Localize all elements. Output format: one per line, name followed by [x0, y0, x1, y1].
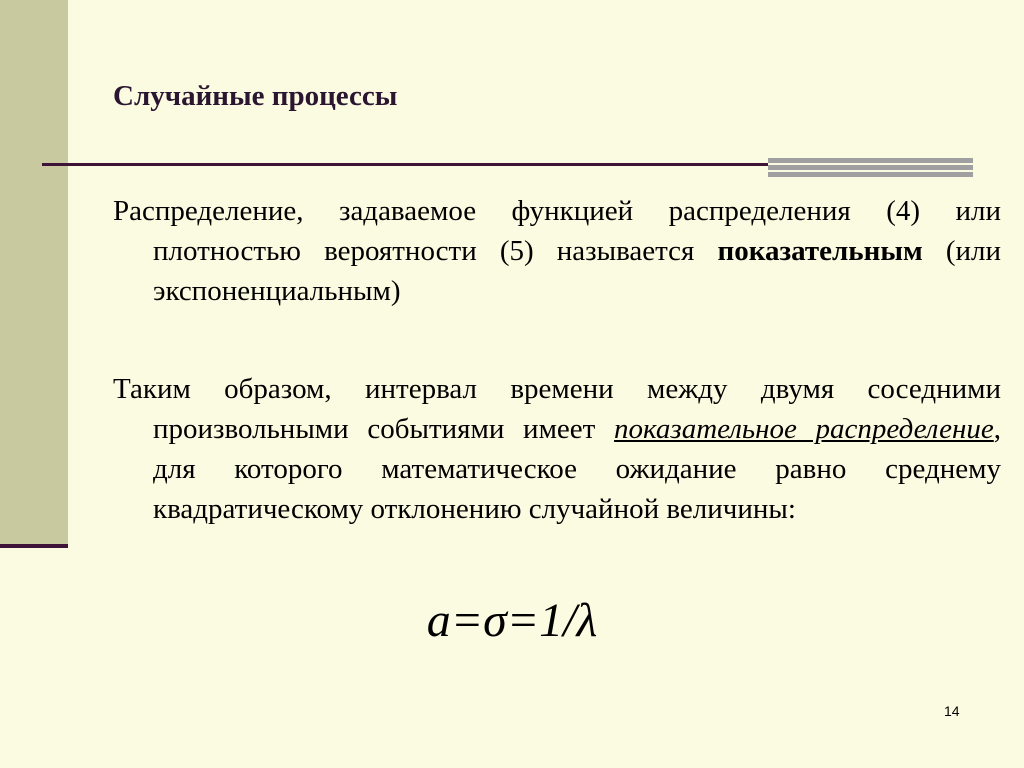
paragraph2-text: Таким образом, интервал времени между двумя соседними произвольными событиями имеет [113, 373, 1001, 445]
paragraph-interval-distribution [113, 369, 1001, 529]
left-decorative-band [0, 0, 68, 548]
underlined-term-distribution: показательное распределение [614, 413, 994, 445]
slide-page-number: 14 [944, 703, 960, 719]
paragraph1-text: Распределение, задаваемое функцией распределения (4) или плотностью вероятности (5) называется [113, 195, 1001, 267]
paragraph1-text-after: (или экспоненциальным) [153, 235, 1001, 307]
left-band-rule [0, 544, 68, 548]
paragraph2-text-after: , для которого математическое ожидание равно среднему квадратическому отклонению случайной величины: [153, 413, 1002, 525]
formula: a=σ=1/λ [426, 594, 598, 647]
slide-title: Случайные процессы [113, 80, 398, 112]
title-divider-accent [768, 158, 973, 179]
bold-term-exponential: показательным [717, 235, 923, 267]
paragraph-exponential-definition [113, 191, 1001, 311]
